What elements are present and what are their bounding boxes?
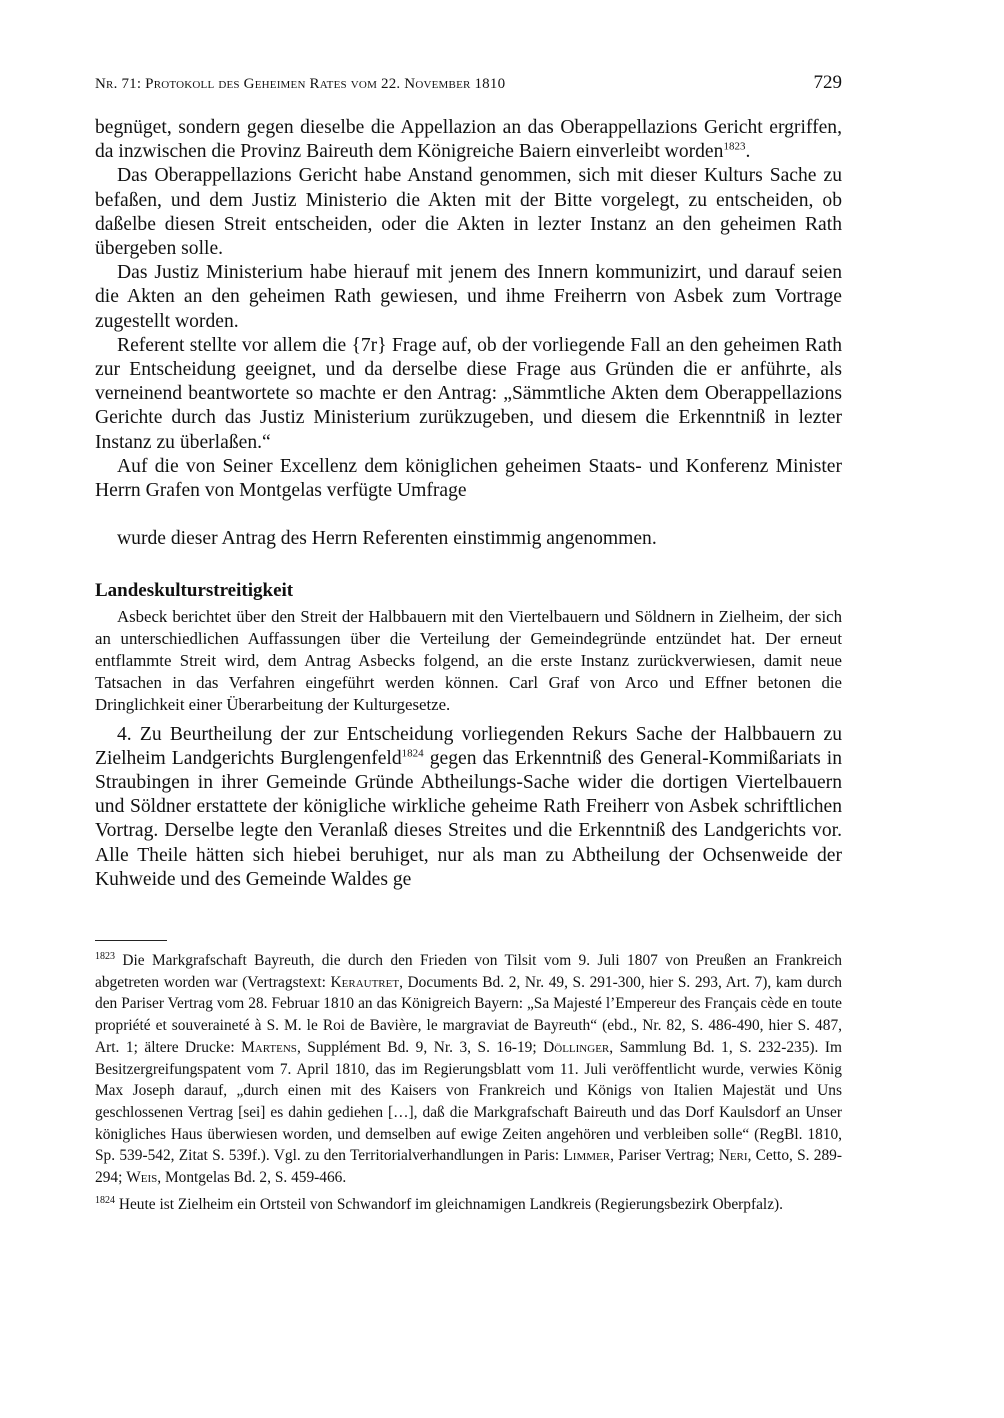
- footnote-1823: [95, 950, 842, 1189]
- footnote-ref-1823: 1823: [723, 140, 746, 153]
- paragraph-2: Das Oberappellazions Gericht habe Anstand genommen, sich mit dieser Kulturs Sache zu befaßen, und dem Justiz Ministerio die Akten mit der Bitte vorgelegt, zu entscheiden, ob daßelbe diesen Streit entscheiden, oder die Akten in lezter Instanz an den geheimen Rath übergeben solle.: [95, 165, 842, 260]
- footnotes: [95, 950, 842, 1220]
- agenda-item-4-text-a: 4. Zu Beurtheilung der zur Entscheidung vorliegenden Rekurs Sache der Halbbauern zu Zielheim Landgerichts Burglengenfeld: [95, 723, 842, 769]
- footnote-text: , Cetto, S. 289-294;: [95, 1147, 842, 1187]
- section-heading: Landeskulturstreitigkeit: [95, 580, 294, 602]
- author-name: Kerautret: [330, 973, 400, 991]
- author-name: Döllinger: [543, 1038, 610, 1056]
- footnote-text: , Supplément Bd. 9, Nr. 3, S. 16-19;: [296, 1038, 544, 1056]
- page-number: 729: [813, 72, 842, 93]
- paragraph-5: Auf die von Seiner Excellenz dem königlichen geheimen Staats- und Konferenz Minister Herrn Grafen von Montgelas verfügte Umfrage: [95, 455, 842, 502]
- footnote-text: Die Markgrafschaft Bayreuth, die durch den Frieden von Tilsit vom 9. Juli 1807 von Preußen an Frankreich abgetreten worden war (Vertragstext:: [95, 952, 842, 991]
- footnote-text: , Montgelas Bd. 2, S. 459-466.: [157, 1169, 347, 1187]
- footnote-text: , Pariser Vertrag;: [610, 1147, 719, 1165]
- footnote-number: 1824: [95, 1194, 115, 1206]
- footnote-divider: [95, 940, 167, 941]
- footnote-text: , Documents Bd. 2, Nr. 49, S. 291-300, hier S. 293, Art. 7), kam durch den Pariser Vertrag vom 28. Februar 1810 an das Königreich Bayern: „Sa Majesté l’Empereur des Français cède en toute propriété et souveraineté à S. M. le Roi de Bavière, le margraviat de Bayreuth“ (ebd., Nr. 82, S. 486-490, hier S. 487, Art. 1; ältere Drucke:: [95, 973, 842, 1056]
- paragraph-1-text: begnüget, sondern gegen dieselbe die Appellazion an das Oberappellazions Gericht ergriffen, da inzwischen die Provinz Baireuth dem Königreiche Baiern einverleibt worden: [95, 117, 842, 163]
- running-header: [95, 72, 842, 100]
- paragraph-1: [95, 116, 842, 164]
- header-title: Nr. 71: Protokoll des Geheimen Rates vom 22. November 1810: [95, 76, 506, 92]
- footnote-ref-1824: 1824: [401, 747, 424, 760]
- main-text: [95, 116, 842, 892]
- author-name: Neri: [718, 1147, 748, 1165]
- author-name: Weis: [126, 1169, 158, 1187]
- author-name: Martens: [241, 1038, 297, 1056]
- agenda-item-4-text-b: gegen das Erkenntniß des General-Kommißariats in Straubingen in ihrer Gemeinde Gründe Abtheilungs-Sache wider die dortigen Viertelbauern und Söldner erstattete der königliche wirkliche geheime Rath Freiherr von Asbek schriftlichen Vortrag. Derselbe legte den Veranlaß dieses Streites und die Erkenntniß des Landgerichts vor. Alle Theile hätten sich hiebei beruhiget, nur als man zu Abtheilung der Ochsenweide der Kuhweide und des Gemeinde Waldes ge: [95, 747, 842, 890]
- author-name: Limmer: [563, 1147, 611, 1165]
- paragraph-3: Das Justiz Ministerium habe hierauf mit jenem des Innern kommunizirt, und darauf seien die Akten an den geheimen Rath gewiesen, und ihme Freiherrn von Asbek zum Vortrage zugestellt worden.: [95, 262, 842, 332]
- footnote-text: , Sammlung Bd. 1, S. 232-235). Im Besitzergreifungspatent vom 7. April 1810, das im Regierungsblatt vom 11. Juli veröffentlicht wurde, verwies König Max Joseph darauf, „durch einen mit des Kaisers von Frankreich und Königs von Italien Majestät und Uns geschlossenen Vertrag [sei] es dahin gediehen […], daß die Markgrafschaft Baireuth und das Dorf Kaulsdorf an Unser königliches Haus überwiesen worden, und demselben auf ewige Zeiten angehören und verbleiben solle“ (RegBl. 1810, Sp. 539-542, Zitat S. 539f.). Vgl. zu den Territorialverhandlungen in Paris:: [95, 1038, 842, 1165]
- agenda-item-4: [95, 723, 842, 892]
- footnote-text: Heute ist Zielheim ein Ortsteil von Schwandorf im gleichnamigen Landkreis (Regierungsbezirk Oberpfalz).: [115, 1195, 784, 1213]
- paragraph-6: wurde dieser Antrag des Herrn Referenten einstimmig angenommen.: [117, 528, 657, 550]
- footnote-1824: [95, 1194, 842, 1216]
- section-summary: Asbeck berichtet über den Streit der Halbbauern mit den Viertelbauern und Söldnern in Zielheim, der sich an unterschiedlichen Auffassungen über die Verteilung der Gemeindegründe entzündet hat. Der erneut entflammte Streit wird, dem Antrag Asbecks folgend, an die erste Instanz zurückverwiesen, damit neue Tatsachen in das Verfahren eingeführt werden können. Carl Graf von Arco und Effner betonen die Dringlichkeit einer Überarbeitung der Kulturgesetze.: [95, 606, 842, 715]
- footnote-number: 1823: [95, 950, 115, 962]
- paragraph-1-end: .: [745, 141, 751, 163]
- paragraph-4: Referent stellte vor allem die {7r} Frage auf, ob der vorliegende Fall an den geheimen Rath zur Entscheidung geeignet, und da derselbe diese Frage aus Gründen die er anführte, als verneinend beantwortete so machte er den Antrag: „Sämmtliche Akten dem Oberappellazions Gerichte durch das Justiz Ministerium zurükzugeben, und diesem die Erkenntniß in lezter Instanz zu überlaßen.“: [95, 334, 842, 453]
